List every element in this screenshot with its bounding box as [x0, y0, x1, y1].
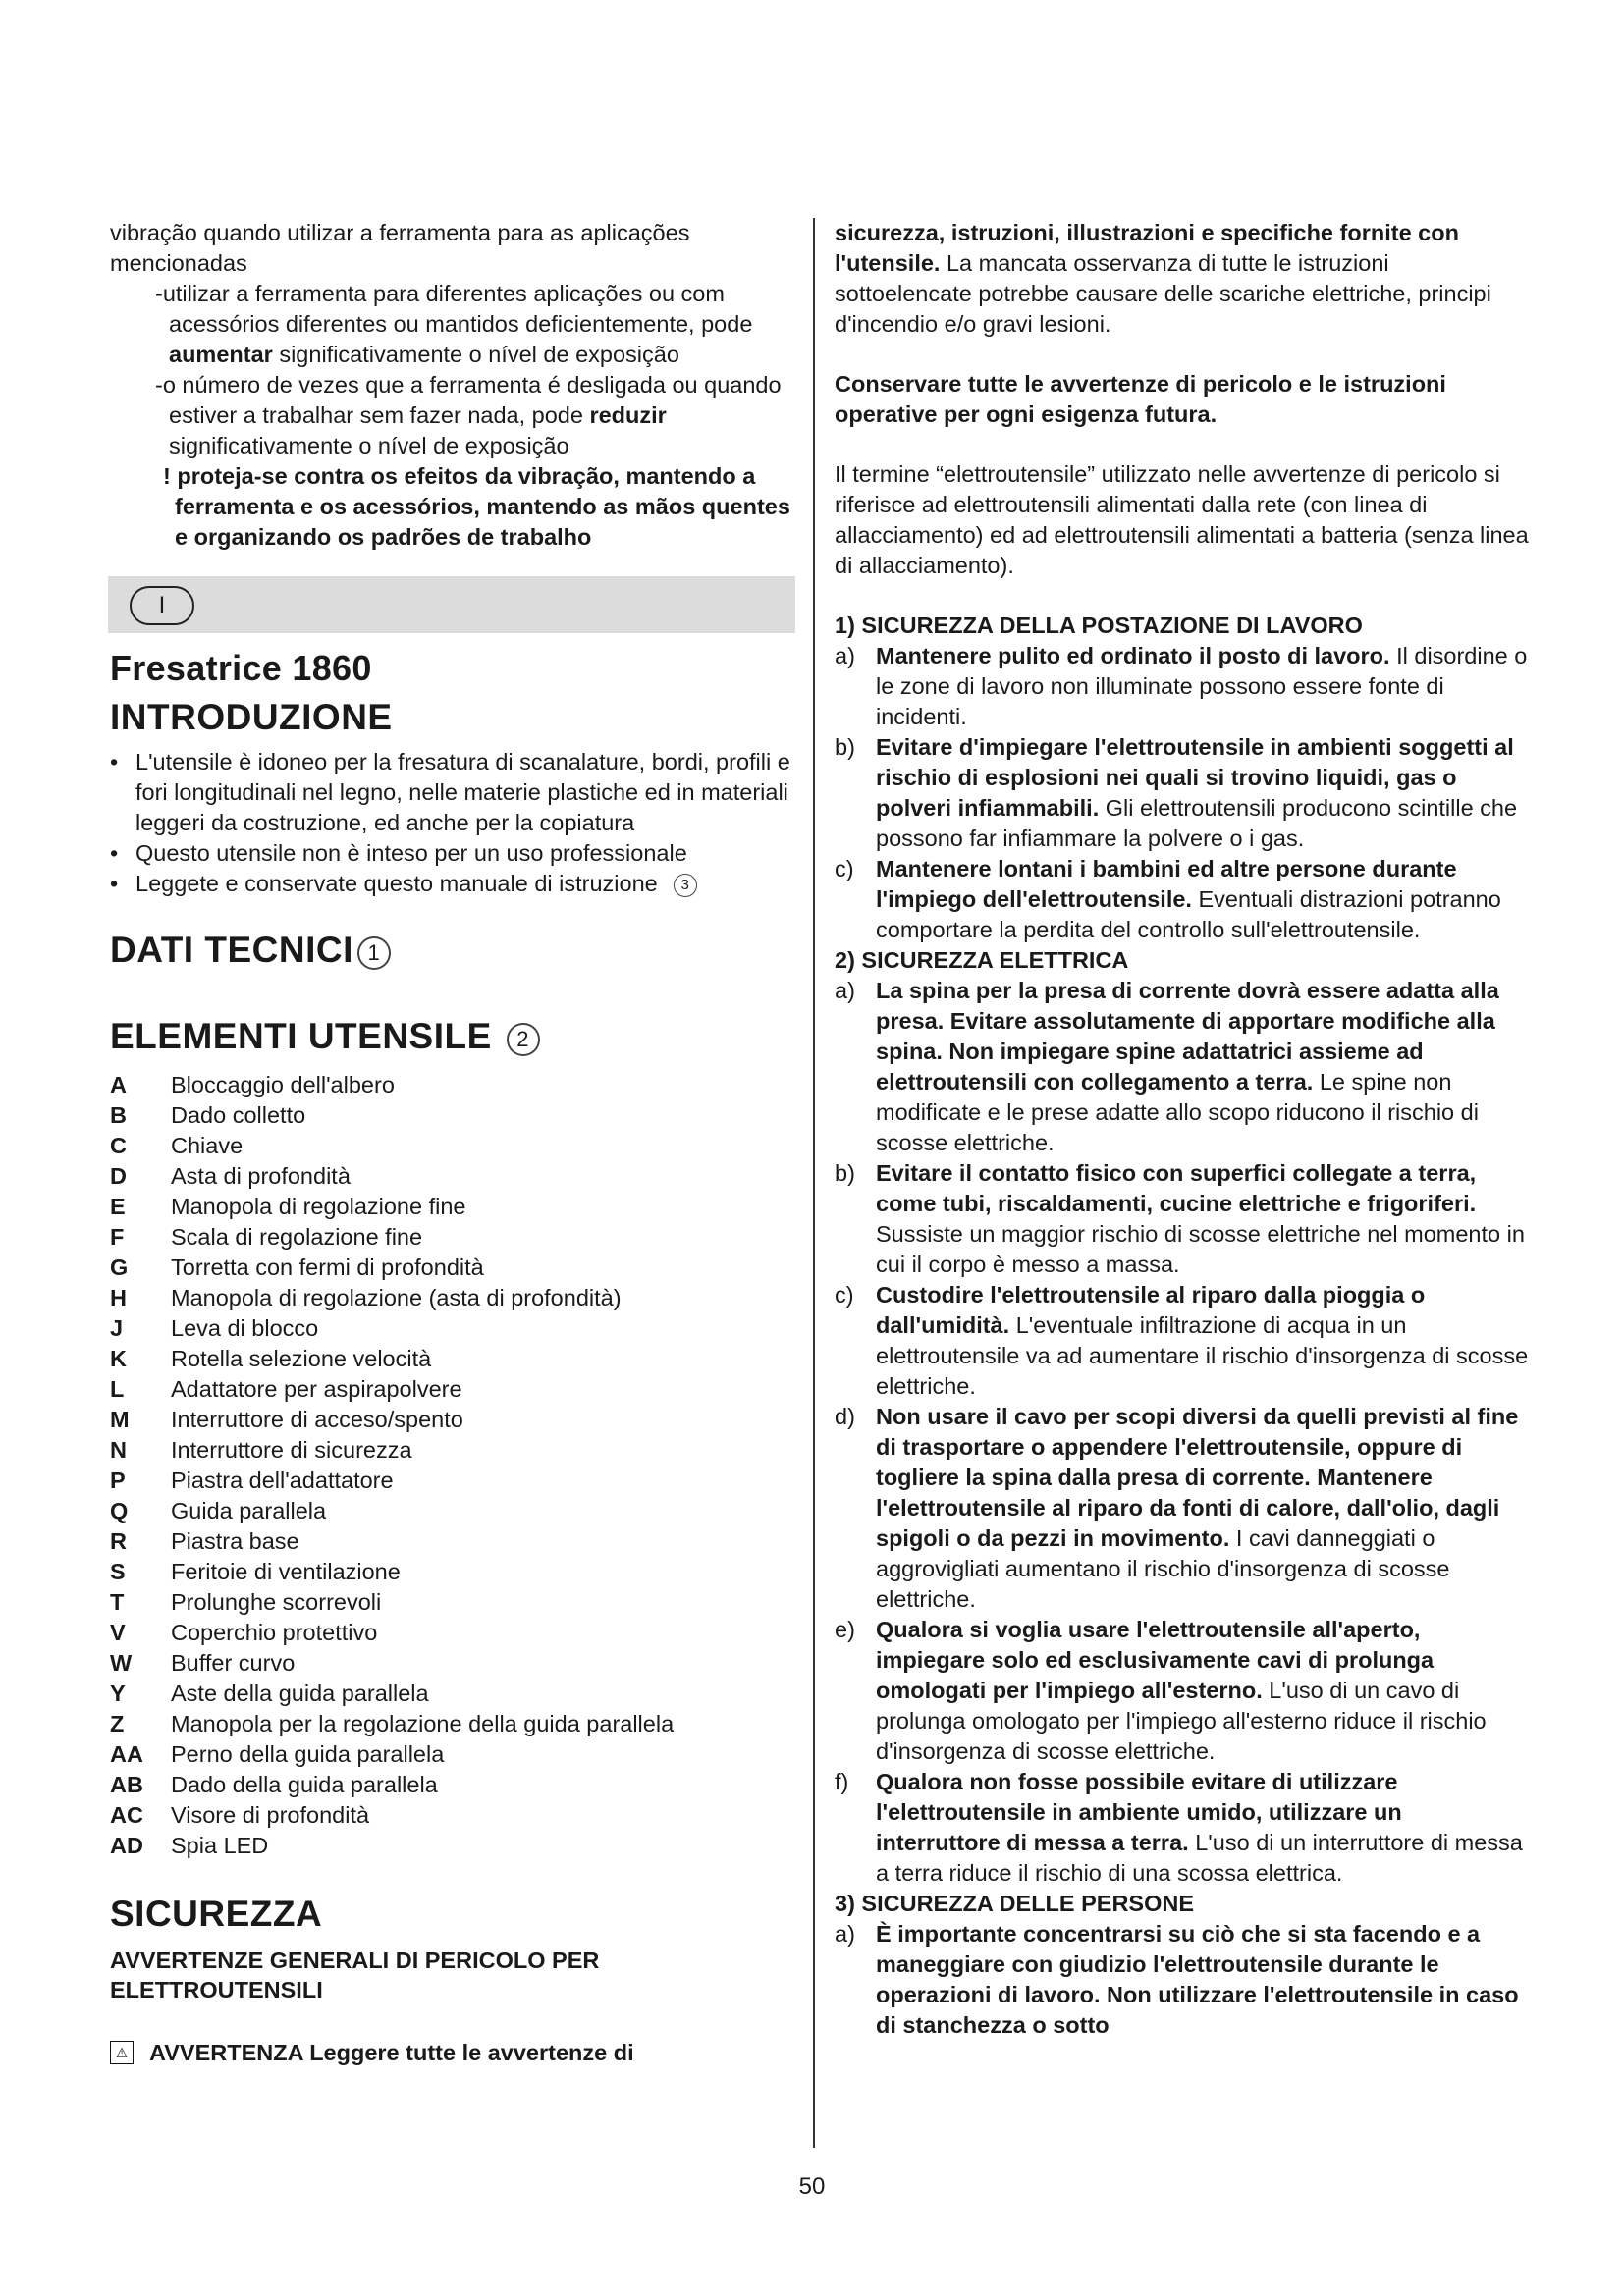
- safety-item-label: a): [835, 978, 855, 1003]
- parts-list-item: [110, 1100, 797, 1131]
- part-key: W: [110, 1650, 133, 1676]
- figure-ref-icon: 3: [674, 874, 697, 897]
- part-key: L: [110, 1376, 125, 1402]
- part-label: Buffer curvo: [171, 1650, 296, 1676]
- safety-item-label: c): [835, 1282, 854, 1308]
- parts-list-item: [110, 1739, 797, 1770]
- section-heading-1: 1) SICUREZZA DELLA POSTAZIONE DI LAVORO: [835, 613, 1363, 638]
- section-heading-3: 3) SICUREZZA DELLE PERSONE: [835, 1891, 1195, 1916]
- part-label: Feritoie di ventilazione: [171, 1559, 401, 1584]
- safety-item-bold: Mantenere lontani i bambini ed altre persone durante l'impiego dell'elettroutensile.: [876, 856, 1457, 912]
- part-label: Piastra dell'adattatore: [171, 1468, 394, 1493]
- part-key: T: [110, 1589, 125, 1615]
- part-label: Manopola di regolazione (asta di profondità): [171, 1285, 622, 1310]
- intro-list: [110, 747, 797, 899]
- part-label: Visore di profondità: [171, 1802, 370, 1828]
- parts-list-item: [110, 1374, 797, 1405]
- term-definition: Il termine “elettroutensile” utilizzato nelle avvertenze di pericolo si riferisce ad elettroutensili alimentati dalla rete (con linea di allacciamento) ed ad elettroutensili alimentati a batteria (senza linea di allacciamento).: [835, 461, 1529, 578]
- part-label: Spia LED: [171, 1833, 269, 1858]
- safety-item: [835, 1158, 1532, 1280]
- safety-heading: SICUREZZA: [110, 1894, 323, 1934]
- safety-item: [835, 641, 1532, 732]
- part-key: B: [110, 1102, 127, 1128]
- part-label: Prolunghe scorrevoli: [171, 1589, 382, 1615]
- safety-item-bold: Non usare il cavo per scopi diversi da quelli previsti al fine di trasportare o appendere l'elettroutensile, oppure di togliere la spina dalla presa di corrente. Mantenere l'elettroutensile al riparo da fonti di calore, dall'olio, dagli spigoli o da pezzi in movimento.: [876, 1404, 1519, 1551]
- part-key: Y: [110, 1681, 126, 1706]
- safety-item: [835, 1402, 1532, 1615]
- parts-list-item: [110, 1405, 797, 1435]
- parts-list-item: [110, 1679, 797, 1709]
- parts-list-item: [110, 1587, 797, 1618]
- vibration-item-2: -o número de vezes que a ferramenta é desligada ou quando estiver a trabalhar sem fazer nada, pode reduzir significativamente o nível de exposição: [155, 372, 782, 458]
- safety-item-text: I cavi danneggiati o aggrovigliati aumentano il rischio d'insorgenza di scosse elettriche.: [876, 1525, 1450, 1612]
- parts-list: [110, 1070, 797, 1861]
- part-label: Manopola per la regolazione della guida parallela: [171, 1711, 675, 1736]
- part-key: G: [110, 1255, 129, 1280]
- parts-list-item: [110, 1770, 797, 1800]
- part-key: S: [110, 1559, 126, 1584]
- parts-list-item: [110, 1070, 797, 1100]
- part-key: C: [110, 1133, 127, 1158]
- language-badge: I: [130, 586, 194, 625]
- part-label: Torretta con fermi di profondità: [171, 1255, 484, 1280]
- right-column: [835, 218, 1532, 2041]
- safety-item-label: b): [835, 734, 855, 760]
- section-heading-2: 2) SICUREZZA ELETTRICA: [835, 947, 1129, 973]
- part-label: Perno della guida parallela: [171, 1741, 445, 1767]
- part-label: Manopola di regolazione fine: [171, 1194, 466, 1219]
- safety-subheading: AVVERTENZE GENERALI DI PERICOLO PER ELETTROUTENSILI: [110, 1948, 600, 2002]
- part-label: Aste della guida parallela: [171, 1681, 429, 1706]
- parts-list-item: [110, 1618, 797, 1648]
- safety-item-text: Le spine non modificate e le prese adatte allo scopo riducono il rischio di scosse elettriche.: [876, 1069, 1479, 1155]
- parts-list-item: [110, 1435, 797, 1466]
- vibration-warning: ! proteja-se contra os efeitos da vibração, mantendo a ferramenta e os acessórios, mantendo as mãos quentes e organizando os padrões de trabalho: [163, 463, 790, 550]
- safety-item-text: L'uso di un interruttore di messa a terra riduce il rischio di una scossa elettrica.: [876, 1830, 1523, 1886]
- parts-list-item: [110, 1222, 797, 1253]
- language-bar: [108, 576, 795, 633]
- intro-bullet: • L'utensile è idoneo per la fresatura di scanalature, bordi, profili e fori longitudinali nel legno, nelle materie plastiche ed in materiali leggeri da costruzione, ed anche per la copiatura: [110, 747, 797, 838]
- intro-heading: INTRODUZIONE: [110, 697, 393, 737]
- part-label: Chiave: [171, 1133, 244, 1158]
- parts-list-item: [110, 1283, 797, 1313]
- part-key: Z: [110, 1711, 125, 1736]
- part-key: AA: [110, 1741, 143, 1767]
- part-label: Rotella selezione velocità: [171, 1346, 432, 1371]
- parts-list-item: [110, 1496, 797, 1526]
- safety-item-label: a): [835, 1921, 855, 1947]
- parts-list-item: [110, 1253, 797, 1283]
- figure-ref-icon: 2: [507, 1023, 540, 1056]
- part-label: Dado colletto: [171, 1102, 306, 1128]
- parts-list-item: [110, 1709, 797, 1739]
- page-number: 50: [798, 2173, 826, 2200]
- safety-item-label: c): [835, 856, 854, 881]
- safety-item-bold: Mantenere pulito ed ordinato il posto di lavoro.: [876, 643, 1390, 668]
- part-label: Asta di profondità: [171, 1163, 351, 1189]
- part-key: P: [110, 1468, 126, 1493]
- safety-item: [835, 732, 1532, 854]
- part-key: J: [110, 1315, 124, 1341]
- part-key: N: [110, 1437, 127, 1463]
- warning-line: ⚠ AVVERTENZA Leggere tutte le avvertenze di: [110, 2038, 797, 2067]
- safety-item-bold: Qualora non fosse possibile evitare di utilizzare l'elettroutensile in ambiente umido, utilizzare un interruttore di messa a terra.: [876, 1769, 1402, 1855]
- safety-item-text: L'uso di un cavo di prolunga omologato per l'impiego all'esterno riduce il rischio d'insorgenza di scosse elettriche.: [876, 1678, 1487, 1764]
- safety-item: [835, 1919, 1532, 2041]
- part-key: A: [110, 1072, 127, 1097]
- parts-list-item: [110, 1466, 797, 1496]
- safety-item-bold: Qualora si voglia usare l'elettroutensile all'aperto, impiegare solo ed esclusivamente cavi di prolunga omologati per l'impiego all'esterno.: [876, 1617, 1435, 1703]
- parts-list-item: [110, 1800, 797, 1831]
- part-key: Q: [110, 1498, 129, 1523]
- safety-item: [835, 976, 1532, 1158]
- part-key: AC: [110, 1802, 143, 1828]
- safety-item-bold: La spina per la presa di corrente dovrà essere adatta alla presa. Evitare assolutamente di apportare modifiche alla spina. Non impiegare spine adattatrici assieme ad elettroutensili con collegamento a terra.: [876, 978, 1499, 1095]
- part-label: Scala di regolazione fine: [171, 1224, 423, 1250]
- safety-item-label: e): [835, 1617, 855, 1642]
- part-label: Interruttore di acceso/spento: [171, 1407, 463, 1432]
- section-3-list: [835, 1919, 1532, 2041]
- part-key: H: [110, 1285, 127, 1310]
- warning-triangle-icon: ⚠: [110, 2041, 134, 2064]
- safety-item-label: a): [835, 643, 855, 668]
- tech-heading: DATI TECNICI 1: [110, 927, 797, 974]
- parts-list-item: [110, 1192, 797, 1222]
- safety-item-bold: Custodire l'elettroutensile al riparo dalla pioggia o dall'umidità.: [876, 1282, 1426, 1338]
- safety-intro: sicurezza, istruzioni, illustrazioni e specifiche fornite con l'utensile. La mancata osservanza di tutte le istruzioni sottoelencate potrebbe causare delle scariche elettriche, principi d'incendio e/o gravi lesioni.: [835, 220, 1491, 337]
- safety-item: [835, 1615, 1532, 1767]
- safety-item-bold: Evitare d'impiegare l'elettroutensile in ambienti soggetti al rischio di esplosioni nei quali si trovino liquidi, gas o polveri infiammabili.: [876, 734, 1514, 821]
- left-column: [110, 218, 797, 2067]
- parts-list-item: [110, 1344, 797, 1374]
- intro-bullet: • Questo utensile non è inteso per un uso professionale: [110, 838, 797, 869]
- part-label: Interruttore di sicurezza: [171, 1437, 412, 1463]
- part-key: D: [110, 1163, 127, 1189]
- part-label: Dado della guida parallela: [171, 1772, 438, 1797]
- parts-list-item: [110, 1161, 797, 1192]
- part-label: Bloccaggio dell'albero: [171, 1072, 395, 1097]
- vibration-intro: vibração quando utilizar a ferramenta para as aplicações mencionadas: [110, 220, 690, 276]
- part-label: Guida parallela: [171, 1498, 327, 1523]
- safety-item: [835, 854, 1532, 945]
- product-title: Fresatrice 1860: [110, 648, 372, 688]
- parts-list-item: [110, 1131, 797, 1161]
- part-label: Adattatore per aspirapolvere: [171, 1376, 462, 1402]
- parts-heading: ELEMENTI UTENSILE 2: [110, 1013, 797, 1060]
- safety-item: [835, 1767, 1532, 1889]
- safety-item-text: Gli elettroutensili producono scintille che possono far infiammare la polvere o i gas.: [876, 795, 1518, 851]
- safety-item-label: f): [835, 1769, 849, 1794]
- safety-item-text: Il disordine o le zone di lavoro non illuminate possono essere fonte di incidenti.: [876, 643, 1528, 729]
- part-key: V: [110, 1620, 126, 1645]
- parts-list-item: [110, 1648, 797, 1679]
- safety-item-bold: È importante concentrarsi su ciò che si sta facendo e a maneggiare con giudizio l'elettroutensile durante le operazioni di lavoro. Non utilizzare l'elettroutensile in caso di stanchezza o sotto: [876, 1921, 1519, 2038]
- part-key: R: [110, 1528, 127, 1554]
- part-key: AD: [110, 1833, 143, 1858]
- safety-item-text: L'eventuale infiltrazione di acqua in un elettroutensile va ad aumentare il rischio d'insorgenza di scosse elettriche.: [876, 1312, 1529, 1399]
- safety-item-label: d): [835, 1404, 855, 1429]
- part-label: Leva di blocco: [171, 1315, 319, 1341]
- column-divider: [813, 218, 815, 2148]
- parts-list-item: [110, 1313, 797, 1344]
- safety-item-label: b): [835, 1160, 855, 1186]
- part-key: AB: [110, 1772, 143, 1797]
- intro-bullet: • Leggete e conservate questo manuale di istruzione 3: [110, 869, 797, 899]
- parts-list-item: [110, 1831, 797, 1861]
- part-key: F: [110, 1224, 125, 1250]
- part-key: M: [110, 1407, 130, 1432]
- part-key: K: [110, 1346, 127, 1371]
- figure-ref-icon: 1: [357, 936, 391, 970]
- vibration-item-1: -utilizar a ferramenta para diferentes aplicações ou com acessórios diferentes ou mantidos deficientemente, pode aumentar significativamente o nível de exposição: [155, 281, 753, 367]
- section-1-list: [835, 641, 1532, 945]
- safety-item-text: Eventuali distrazioni potranno comportare la perdita del controllo sull'elettroutensile.: [876, 886, 1501, 942]
- safety-item: [835, 1280, 1532, 1402]
- parts-list-item: [110, 1526, 797, 1557]
- part-key: E: [110, 1194, 126, 1219]
- part-label: Piastra base: [171, 1528, 299, 1554]
- part-label: Coperchio protettivo: [171, 1620, 378, 1645]
- keep-instructions: Conservare tutte le avvertenze di pericolo e le istruzioni operative per ogni esigenza futura.: [835, 371, 1446, 427]
- parts-list-item: [110, 1557, 797, 1587]
- section-2-list: [835, 976, 1532, 1889]
- safety-item-text: Sussiste un maggior rischio di scosse elettriche nel momento in cui il corpo è messo a massa.: [876, 1221, 1525, 1277]
- safety-item-bold: Evitare il contatto fisico con superfici collegate a terra, come tubi, riscaldamenti, cucine elettriche e frigoriferi.: [876, 1160, 1477, 1216]
